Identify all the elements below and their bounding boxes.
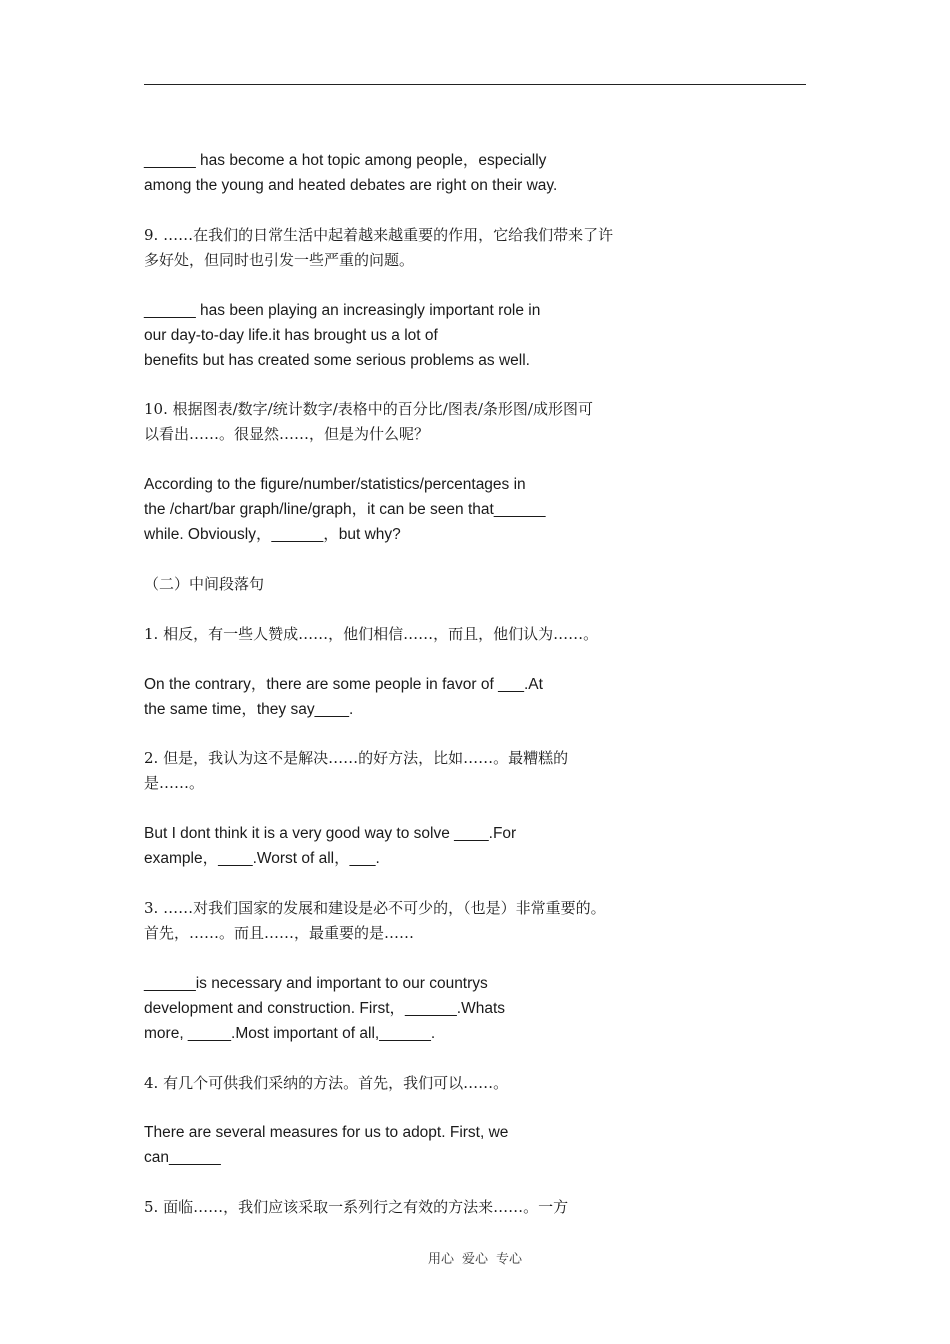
chinese-paragraph <box>144 223 784 273</box>
english-paragraph <box>144 971 784 1046</box>
text-line: benefits but has created some serious problems as well. <box>144 351 530 369</box>
chinese-paragraph <box>144 746 784 796</box>
document-body <box>144 148 784 1220</box>
text-line: ______is necessary and important to our countrys <box>144 974 488 992</box>
text-line: According to the figure/number/statistics/percentages in <box>144 476 526 494</box>
paragraph-gap <box>144 1046 784 1071</box>
paragraph-gap <box>144 722 784 747</box>
text-line: 多好处，但同时也引发一些严重的问题。 <box>144 250 415 269</box>
paragraph-gap <box>144 447 784 472</box>
text-line: the same time，they say____. <box>144 700 354 718</box>
text-line: ______ has been playing an increasingly important role in <box>144 301 541 319</box>
footer-word: 专心 <box>496 1252 523 1267</box>
english-paragraph <box>144 298 784 373</box>
text-line: 是……。 <box>144 774 205 793</box>
text-line: On the contrary，there are some people in favor of ___.At <box>144 675 543 693</box>
chinese-paragraph <box>144 1195 784 1220</box>
paragraph-gap <box>144 796 784 821</box>
text-line: （二）中间段落句 <box>144 574 265 593</box>
chinese-paragraph <box>144 397 784 447</box>
text-line: can______ <box>144 1149 221 1167</box>
text-line: among the young and heated debates are right on their way. <box>144 177 558 194</box>
text-line: There are several measures for us to adopt. First, we <box>144 1124 509 1142</box>
footer-word: 用心 <box>427 1252 454 1267</box>
text-line: 以看出……。很显然……，但是为什么呢？ <box>144 425 430 444</box>
text-line: more, _____.Most important of all,______. <box>144 1024 436 1042</box>
text-line: 9. ……在我们的日常生活中起着越来越重要的作用，它给我们带来了许 <box>144 225 614 244</box>
text-line: 4. 有几个可供我们采纳的方法。首先，我们可以……。 <box>144 1073 509 1092</box>
text-line: But I dont think it is a very good way to solve ____.For <box>144 825 517 843</box>
text-line: the /chart/bar graph/line/graph，it can be seen that______ <box>144 501 546 519</box>
paragraph-gap <box>144 946 784 971</box>
english-paragraph <box>144 148 784 198</box>
paragraph-gap <box>144 547 784 572</box>
english-paragraph <box>144 821 784 871</box>
english-paragraph <box>144 672 784 722</box>
paragraph-gap <box>144 1096 784 1121</box>
paragraph-gap <box>144 273 784 298</box>
text-line: 首先，……。而且……，最重要的是…… <box>144 923 415 942</box>
paragraph-gap <box>144 871 784 896</box>
header-rule <box>144 84 806 85</box>
text-line: our day-to-day life.it has brought us a lot of <box>144 326 438 344</box>
text-line: 3. ……对我们国家的发展和建设是必不可少的，（也是）非常重要的。 <box>144 898 606 917</box>
chinese-paragraph <box>144 622 784 647</box>
paragraph-gap <box>144 198 784 223</box>
text-line: ______ has become a hot topic among people，especially <box>144 152 547 169</box>
english-paragraph <box>144 472 784 547</box>
text-line: example，____.Worst of all，___. <box>144 850 380 868</box>
page-footer <box>0 1248 950 1267</box>
chinese-paragraph <box>144 1071 784 1096</box>
text-line: 1. 相反，有一些人赞成……，他们相信……，而且，他们认为……。 <box>144 624 599 643</box>
chinese-paragraph <box>144 896 784 946</box>
text-line: 10. 根据图表/数字/统计数字/表格中的百分比/图表/条形图/成形图可 <box>144 400 593 419</box>
paragraph-gap <box>144 597 784 622</box>
footer-word: 爱心 <box>461 1252 488 1267</box>
text-line: development and construction. First，______.Whats <box>144 999 505 1017</box>
paragraph-gap <box>144 373 784 398</box>
chinese-paragraph <box>144 572 784 597</box>
text-line: 2. 但是，我认为这不是解决……的好方法，比如……。最糟糕的 <box>144 749 569 768</box>
text-line: 5. 面临……，我们应该采取一系列行之有效的方法来……。一方 <box>144 1198 569 1217</box>
text-line: while. Obviously，______，but why? <box>144 526 401 544</box>
paragraph-gap <box>144 647 784 672</box>
paragraph-gap <box>144 1170 784 1195</box>
english-paragraph <box>144 1120 784 1170</box>
